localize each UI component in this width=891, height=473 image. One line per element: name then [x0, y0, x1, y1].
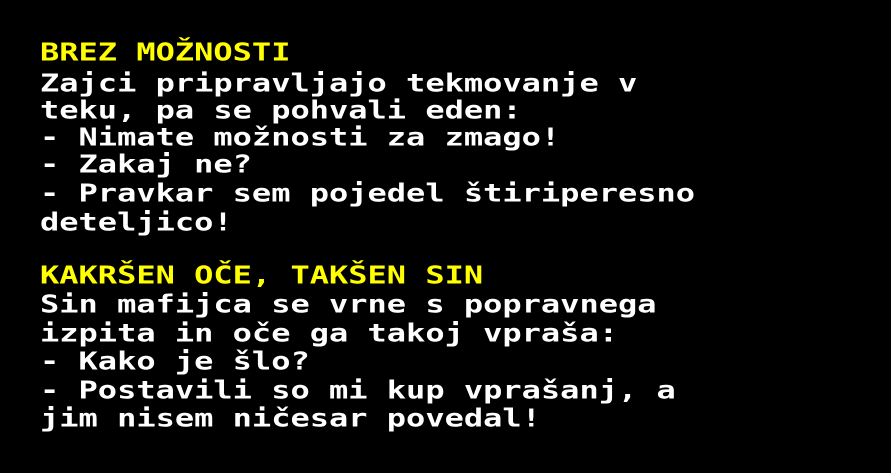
joke-1-line-5: - Pravkar sem pojedel štiriperesno [40, 178, 696, 208]
joke-2-line-1: Sin mafijca se vrne s popravnega [40, 289, 657, 319]
joke-1-line-4: - Zakaj ne? [40, 149, 252, 179]
joke-2-line-5: jim nisem ničesar povedal! [40, 403, 541, 433]
joke-2-line-2: izpita in oče ga takoj vpraša: [40, 318, 618, 348]
joke-1-title: BREZ MOŽNOSTI [40, 37, 291, 67]
joke-1-line-3: - Nimate možnosti za zmago! [40, 122, 561, 152]
joke-2-title: KAKRŠEN OČE, TAKŠEN SIN [40, 260, 484, 290]
joke-2-line-4: - Postavili so mi kup vprašanj, a [40, 375, 676, 405]
joke-1-line-1: Zajci pripravljajo tekmovanje v [40, 68, 638, 98]
joke-1-line-2: teku, pa se pohvali eden: [40, 95, 522, 125]
joke-1-line-6: deteljico! [40, 207, 233, 237]
joke-2-line-3: - Kako je šlo? [40, 346, 310, 376]
